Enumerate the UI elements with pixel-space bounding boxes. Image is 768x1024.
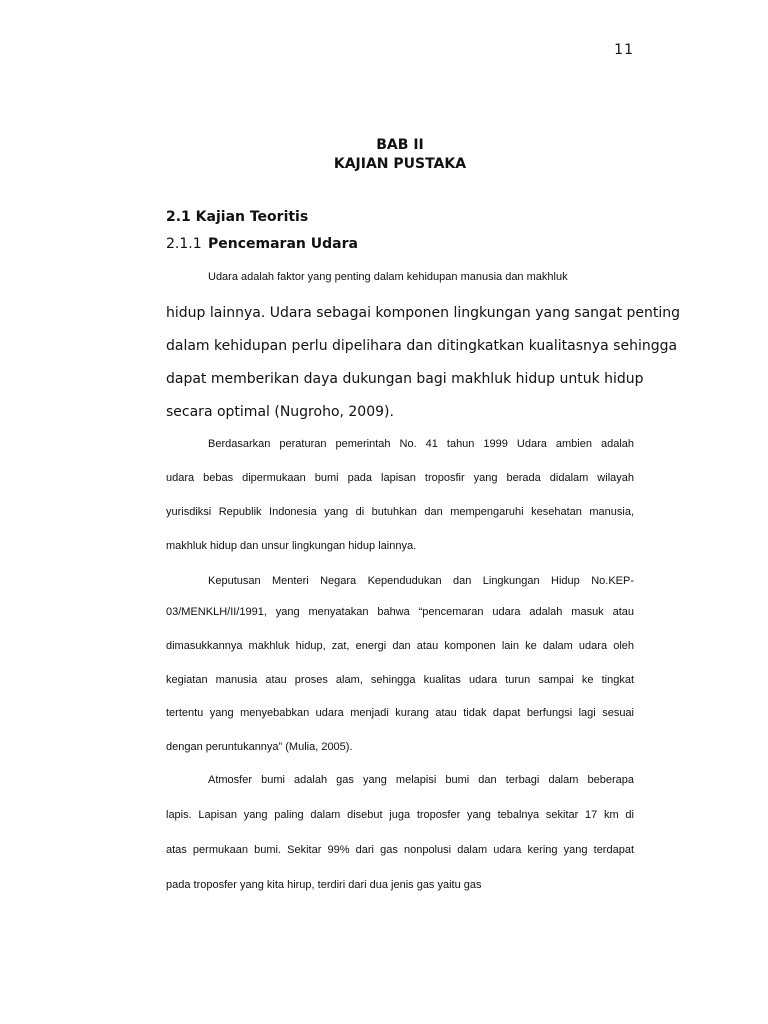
text-line: yurisdiksi Republik Indonesia yang di butuhkan dan mempengaruhi kesehatan manusia,: [166, 506, 634, 518]
chapter-title: KAJIAN PUSTAKA: [333, 156, 467, 172]
text-line: Udara adalah faktor yang penting dalam kehidupan manusia dan makhluk: [208, 271, 568, 283]
text-line: lapis. Lapisan yang paling dalam disebut juga troposfer yang tebalnya sekitar 17 km di: [166, 809, 634, 821]
text-line: secara optimal (Nugroho, 2009).: [166, 404, 394, 420]
text-line: kegiatan manusia atau proses alam, sehingga kualitas udara turun sampai ke tingkat: [166, 674, 634, 686]
chapter-heading: [166, 136, 634, 174]
text-line: pada troposfer yang kita hirup, terdiri dari dua jenis gas yaitu gas: [166, 879, 482, 891]
text-line: Keputusan Menteri Negara Kependudukan dan Lingkungan Hidup No.KEP-: [208, 575, 634, 587]
text-line: dimasukkannya makhluk hidup, zat, energi dan atau komponen lain ke dalam udara oleh: [166, 640, 634, 652]
text-line: dalam kehidupan perlu dipelihara dan ditingkatkan kualitasnya sehingga: [166, 338, 678, 354]
subsection-heading: [166, 236, 358, 252]
subsection-title: Pencemaran Udara: [208, 236, 358, 252]
text-line: Berdasarkan peraturan pemerintah No. 41 tahun 1999 Udara ambien adalah: [208, 438, 634, 450]
subsection-number: 2.1.1: [166, 236, 202, 252]
chapter-number: BAB II: [376, 137, 424, 153]
text-line: udara bebas dipermukaan bumi pada lapisan troposfir yang berada didalam wilayah: [166, 472, 634, 484]
text-line: atas permukaan bumi. Sekitar 99% dari gas nonpolusi dalam udara kering yang terdapat: [166, 844, 634, 856]
text-line: 03/MENKLH/II/1991, yang menyatakan bahwa “pencemaran udara adalah masuk atau: [166, 606, 634, 618]
page-number: 11: [614, 42, 634, 58]
text-line: tertentu yang menyebabkan udara menjadi kurang atau tidak dapat berfungsi lagi sesuai: [166, 707, 634, 719]
section-heading: 2.1 Kajian Teoritis: [166, 209, 309, 225]
text-line: hidup lainnya. Udara sebagai komponen lingkungan yang sangat penting: [166, 305, 680, 321]
text-line: dengan peruntukannya” (Mulia, 2005).: [166, 741, 353, 753]
text-line: makhluk hidup dan unsur lingkungan hidup lainnya.: [166, 540, 417, 552]
text-line: Atmosfer bumi adalah gas yang melapisi bumi dan terbagi dalam beberapa: [208, 774, 634, 786]
text-line: dapat memberikan daya dukungan bagi makhluk hidup untuk hidup: [166, 371, 644, 387]
